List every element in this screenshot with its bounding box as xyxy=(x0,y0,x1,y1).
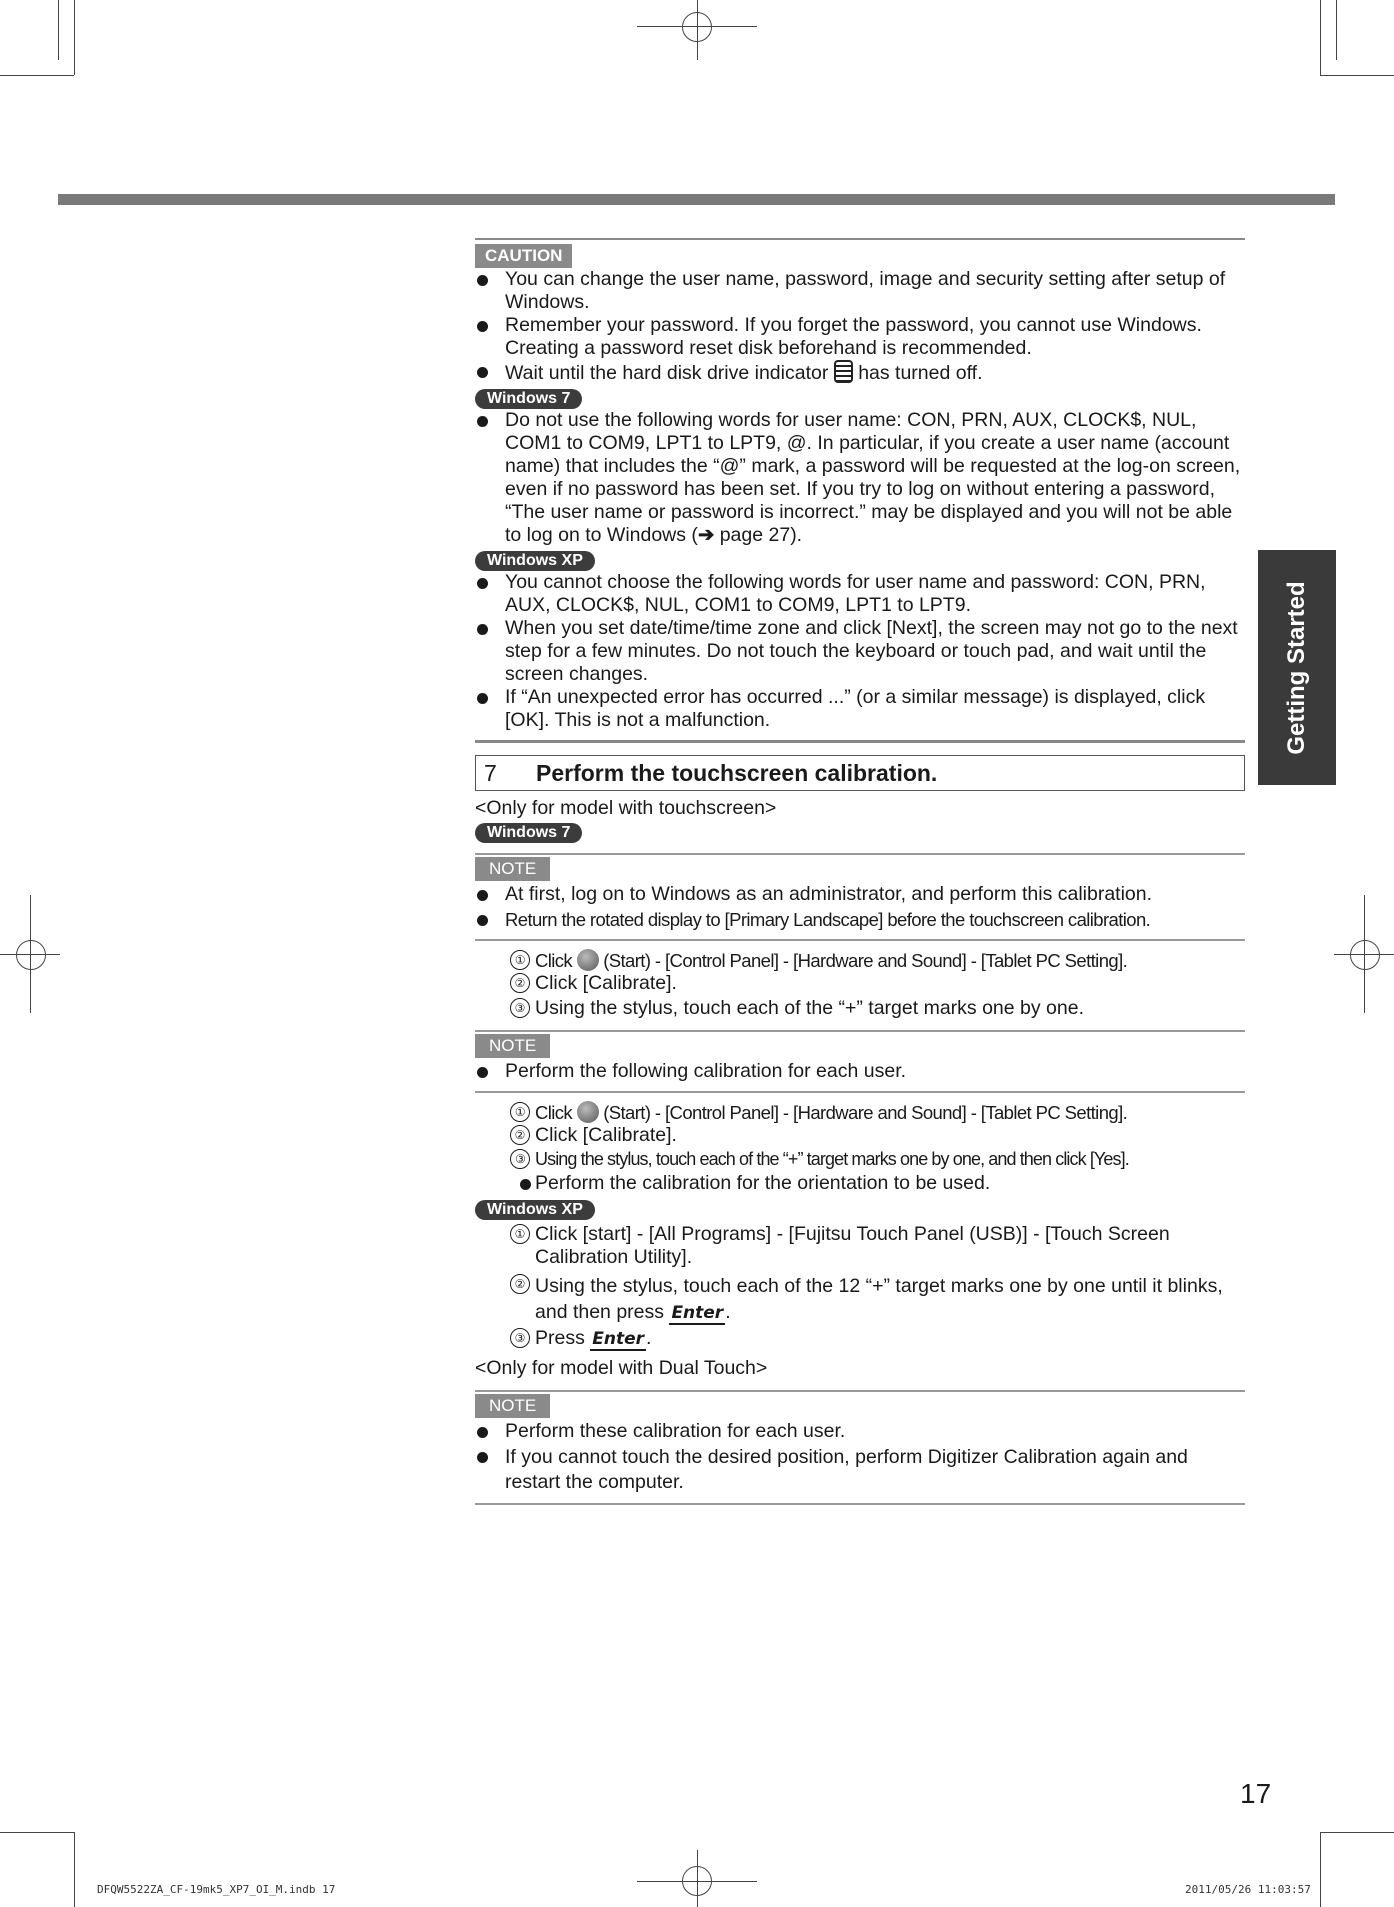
enter-key-icon: Enter xyxy=(671,1303,724,1323)
windows-start-orb-icon xyxy=(577,1101,599,1123)
page-content xyxy=(475,238,1245,1505)
crop-mark xyxy=(1320,0,1321,75)
note-rule xyxy=(475,1390,1245,1392)
caution-label: CAUTION xyxy=(475,244,572,268)
note-rule xyxy=(475,1030,1245,1032)
win7-step-1: ① Click (Start) - [Control Panel] - [Hardware and Sound] - [Tablet PC Setting]. xyxy=(475,949,1245,972)
note-end-rule xyxy=(475,1091,1245,1093)
caution-item-xp: When you set date/time/time zone and click [Next], the screen may not go to the next step for a few minutes. Do not touch the keyboard or touch pad, and wait until the screen changes. xyxy=(475,617,1245,686)
caution-item: You can change the user name, password, image and security setting after setup of Windows. xyxy=(475,268,1245,314)
note-item: Return the rotated display to [Primary Landscape] before the touchscreen calibration. xyxy=(475,908,1245,931)
xp-step-1: ① Click [start] - [All Programs] - [Fujitsu Touch Panel (USB)] - [Touch Screen Calibration Utility]. xyxy=(475,1223,1245,1269)
hard-disk-indicator-icon xyxy=(834,360,853,383)
registration-circle xyxy=(682,12,712,42)
section-tab xyxy=(1258,550,1336,785)
win7-step-b-sub: Perform the calibration for the orientation to be used. xyxy=(475,1172,1245,1195)
crop-mark xyxy=(0,75,74,76)
caution-item-xp: You cannot choose the following words for user name and password: CON, PRN, AUX, CLOCK$, NUL, COM1 to COM9, LPT1 to LPT9. xyxy=(475,571,1245,617)
crop-mark xyxy=(1320,75,1394,76)
note-label: NOTE xyxy=(475,1394,550,1418)
win7-step-b-3: ③ Using the stylus, touch each of the “+” target marks one by one, and then click [Yes]. xyxy=(475,1148,1245,1171)
page-number: 17 xyxy=(1240,1778,1272,1809)
xp-step-3: ③ Press Enter . xyxy=(475,1327,1245,1351)
note-label: NOTE xyxy=(475,1034,550,1058)
caution-rule xyxy=(475,238,1245,240)
win7-step-b-1: ① Click (Start) - [Control Panel] - [Hardware and Sound] - [Tablet PC Setting]. xyxy=(475,1101,1245,1124)
windows7-badge: Windows 7 xyxy=(475,389,582,409)
note-label: NOTE xyxy=(475,857,550,881)
step-7-heading: 7 Perform the touchscreen calibration. xyxy=(475,755,1245,791)
step-number: ① xyxy=(510,1102,530,1122)
caution-item-xp: If “An unexpected error has occurred ...” (or a similar message) is displayed, click [OK]. This is not a malfunction. xyxy=(475,686,1245,732)
step-number: ③ xyxy=(510,1149,530,1169)
crop-mark xyxy=(74,0,75,75)
registration-circle xyxy=(16,940,46,970)
note-end-rule xyxy=(475,1503,1245,1505)
step-number: ② xyxy=(510,973,530,993)
step-number: ③ xyxy=(510,998,530,1018)
registration-circle xyxy=(682,1866,712,1896)
enter-key-icon: Enter xyxy=(592,1329,645,1349)
note-item: Perform the following calibration for each user. xyxy=(475,1060,1245,1083)
win7-step-b-2: ② Click [Calibrate]. xyxy=(475,1124,1245,1147)
touchscreen-only-note: <Only for model with touchscreen> xyxy=(475,797,777,819)
crop-mark xyxy=(1336,0,1337,60)
section-tab-label: Getting Started xyxy=(1283,580,1310,755)
win7-step-2: ② Click [Calibrate]. xyxy=(475,972,1245,995)
windowsxp-badge: Windows XP xyxy=(475,551,595,571)
windows7-badge: Windows 7 xyxy=(475,823,582,843)
caution-item-win7: Do not use the following words for user name: CON, PRN, AUX, CLOCK$, NUL, COM1 to COM9, LPT1 to LPT9, @. In particular, if you create a user name (account name) that includes the “@” mark, a password will be requested at the log-on screen, even if no password has been set. If you try to log on without entering a password, “The user name or password is incorrect.” may be displayed and you will not be able to log on to Windows (➔ page 27). xyxy=(475,409,1245,547)
windows-start-orb-icon xyxy=(577,949,599,971)
step-number: ① xyxy=(510,1224,530,1244)
crop-mark xyxy=(74,1832,75,1907)
note-end-rule xyxy=(475,939,1245,941)
caution-item: Remember your password. If you forget the password, you cannot use Windows. Creating a password reset disk beforehand is recommended. xyxy=(475,314,1245,360)
crop-mark xyxy=(1320,1832,1394,1833)
arrow-right-icon: ➔ xyxy=(697,524,715,546)
dual-touch-only-note: <Only for model with Dual Touch> xyxy=(475,1357,768,1379)
caution-end-rule xyxy=(475,740,1245,743)
step-number: ① xyxy=(510,950,530,970)
crop-mark xyxy=(1320,1832,1321,1907)
note-item: If you cannot touch the desired position, perform Digitizer Calibration again and restart the computer. xyxy=(475,1445,1245,1495)
note-item: At first, log on to Windows as an administrator, and perform this calibration. xyxy=(475,883,1245,906)
footer-file-info: DFQW5522ZA_CF-19mk5_XP7_OI_M.indb 17 xyxy=(97,1883,336,1896)
note-item: Perform these calibration for each user. xyxy=(475,1420,1245,1443)
crop-mark xyxy=(58,0,59,60)
windowsxp-badge: Windows XP xyxy=(475,1200,595,1220)
crop-mark xyxy=(0,1832,74,1833)
win7-step-3: ③ Using the stylus, touch each of the “+” target marks one by one. xyxy=(475,997,1245,1020)
footer-timestamp: 2011/05/26 11:03:57 xyxy=(1185,1883,1311,1896)
caution-item-disk: Wait until the hard disk drive indicator has turned off. xyxy=(475,360,1245,385)
step-number: ② xyxy=(510,1274,530,1294)
step-number: ② xyxy=(510,1125,530,1145)
registration-circle xyxy=(1350,940,1380,970)
note-rule xyxy=(475,853,1245,855)
header-bar xyxy=(58,194,1335,205)
xp-step-2: ② Using the stylus, touch each of the 12 “+” target marks one by one until it blinks, and then press Enter . xyxy=(475,1273,1245,1326)
step-number: ③ xyxy=(510,1328,530,1348)
